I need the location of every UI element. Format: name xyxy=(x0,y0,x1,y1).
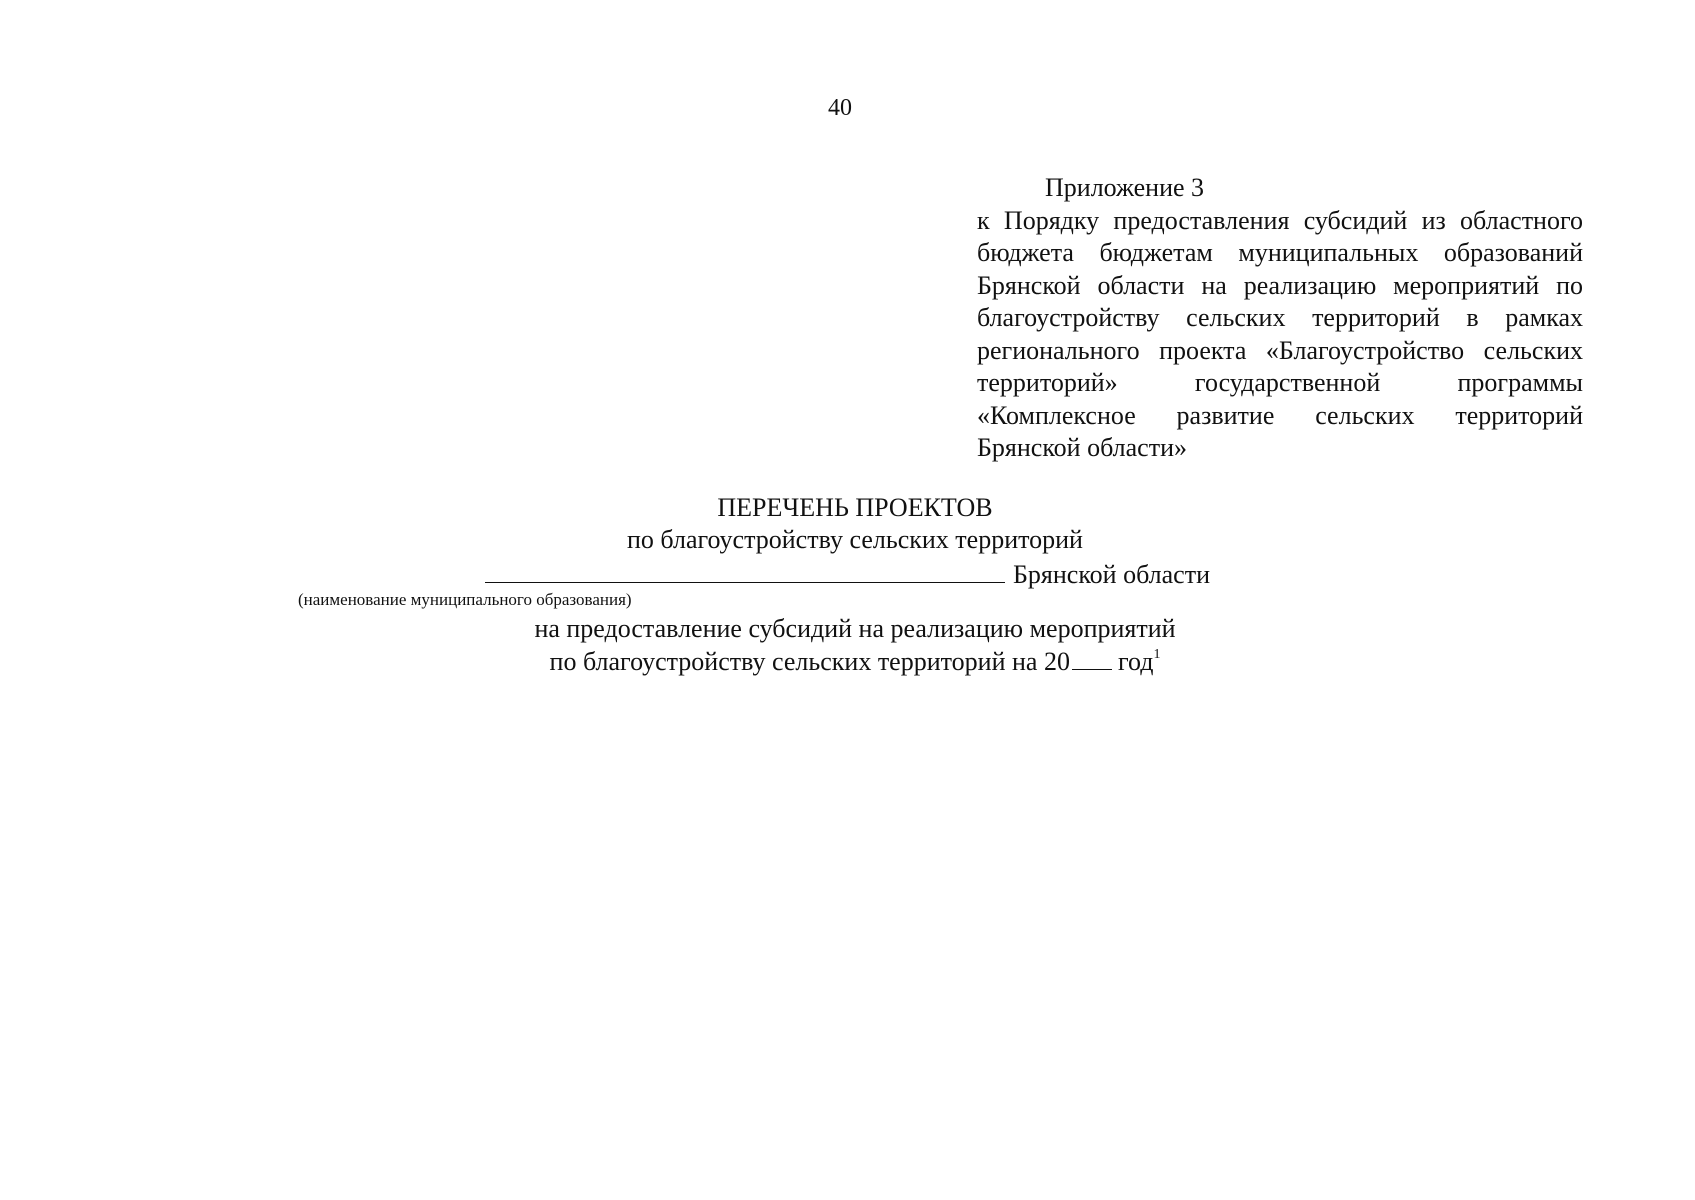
page-number: 40 xyxy=(828,95,852,121)
municipality-blank xyxy=(485,558,1005,583)
municipality-line xyxy=(485,558,1210,591)
region-suffix: Брянской области xyxy=(1013,560,1210,589)
appendix-body: к Порядку предоставления субсидий из областного бюджета бюджетам муниципальных образований Брянской области на реализацию мероприятий по благоустройству сельских территорий в рамках регионального проекта «Благоустройство сельских территорий» государственной программы «Комплексное развитие сельских территорий Брянской области» xyxy=(977,205,1583,462)
municipality-caption: (наименование муниципального образования) xyxy=(298,590,632,609)
document-subtitle: по благоустройству сельских территорий xyxy=(627,525,1083,554)
year-line-prefix: по благоустройству сельских территорий на 20 xyxy=(549,647,1070,676)
document-year-line xyxy=(300,646,1410,678)
footnote-mark: 1 xyxy=(1153,647,1161,662)
appendix-title: Приложение 3 xyxy=(1045,173,1205,202)
document-purpose-line: на предоставление субсидий на реализацию мероприятий xyxy=(534,614,1176,643)
year-blank xyxy=(1072,647,1112,670)
document-title: ПЕРЕЧЕНЬ ПРОЕКТОВ xyxy=(717,493,993,522)
appendix-block xyxy=(977,172,1583,465)
year-line-suffix: год xyxy=(1117,647,1154,676)
